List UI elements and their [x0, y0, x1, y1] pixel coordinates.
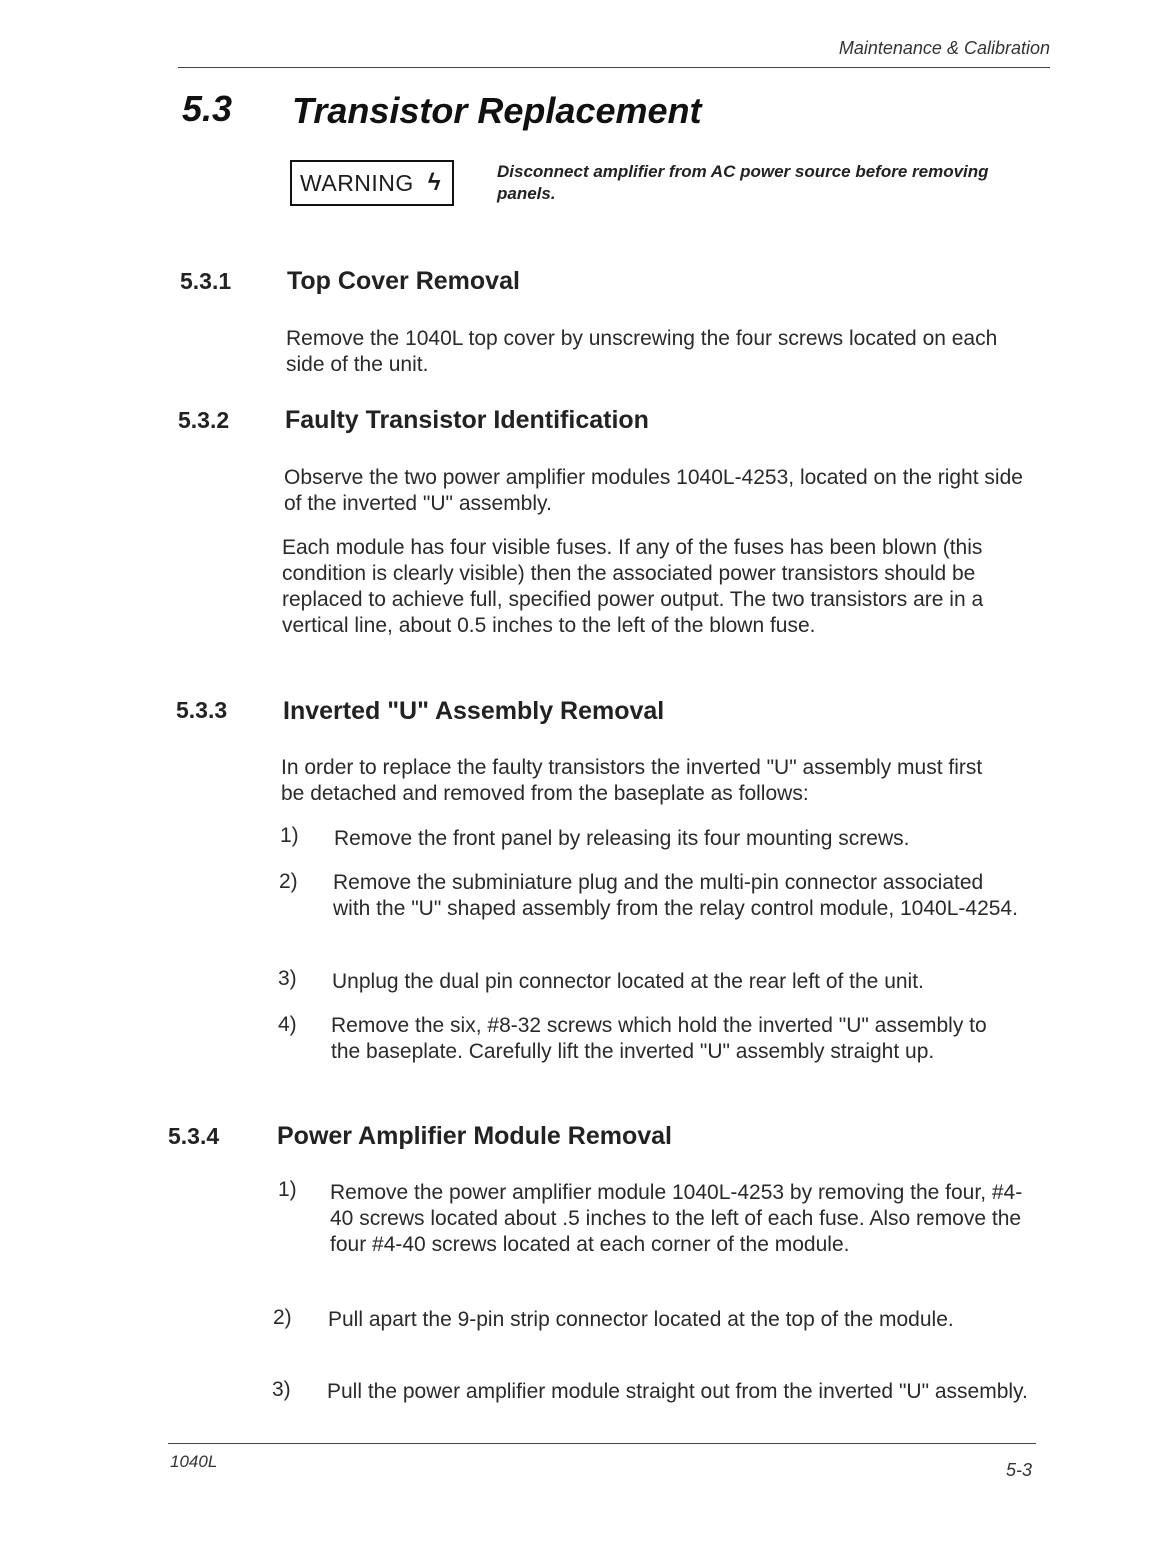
- step-text: Remove the subminiature plug and the multi-pin connector associated with the "U" shaped assembly from the relay control module, 1040L-4254.: [333, 871, 1018, 920]
- step-text: Remove the power amplifier module 1040L-4253 by removing the four, #4-40 screws located about .5 inches to the left of each fuse. Also remove the four #4-40 screws located at each corner of the module.: [330, 1181, 1023, 1256]
- subsection-number-5-3-2: 5.3.2: [178, 407, 230, 433]
- running-header: Maintenance & Calibration: [838, 38, 1050, 58]
- step-number: 3): [272, 1378, 291, 1401]
- step-number: 1): [280, 824, 299, 847]
- header-rule: [178, 67, 1050, 68]
- paragraph-fuses: Each module has four visible fuses. If any of the fuses has been blown (this condition is clearly visible) then the associated power transistors should be replaced to achieve full, specified power output. The two transistors are in a vertical line, about 0.5 inches to the left of the blown fuse.: [282, 536, 984, 637]
- subsection-title-u-assembly-removal: Inverted "U" Assembly Removal: [283, 697, 665, 725]
- step-number: 4): [278, 1013, 297, 1036]
- subsection-title-top-cover-removal: Top Cover Removal: [287, 267, 520, 295]
- step-number: 2): [273, 1306, 292, 1329]
- step-text: Unplug the dual pin connector located at the rear left of the unit.: [332, 970, 924, 993]
- paragraph-top-cover: Remove the 1040L top cover by unscrewing the four screws located on each side of the unit.: [286, 327, 998, 376]
- step-number: 3): [278, 967, 297, 990]
- subsection-title-power-amplifier-removal: Power Amplifier Module Removal: [277, 1122, 672, 1150]
- step-text: Remove the front panel by releasing its four mounting screws.: [334, 827, 910, 850]
- paragraph-u-assembly-intro: In order to replace the faulty transistors the inverted "U" assembly must first be detached and removed from the baseplate as follows:: [281, 756, 983, 805]
- subsection-number-5-3-3: 5.3.3: [176, 697, 228, 723]
- step-text: Pull the power amplifier module straight out from the inverted "U" assembly.: [327, 1380, 1028, 1403]
- warning-box: [290, 160, 454, 206]
- page-number: 5-3: [1005, 1460, 1032, 1480]
- section-title: Transistor Replacement: [292, 90, 702, 131]
- warning-label: WARNING: [300, 169, 414, 196]
- subsection-title-faulty-transistor: Faulty Transistor Identification: [285, 406, 649, 434]
- warning-text: Disconnect amplifier from AC power source before removing panels.: [497, 162, 989, 203]
- subsection-number-5-3-1: 5.3.1: [180, 268, 232, 294]
- step-text: Remove the six, #8-32 screws which hold the inverted "U" assembly to the baseplate. Carefully lift the inverted "U" assembly straight up.: [331, 1014, 987, 1063]
- footer-rule: [168, 1443, 1036, 1444]
- lightning-bolt-icon: ϟ: [427, 169, 442, 196]
- paragraph-observe-modules: Observe the two power amplifier modules 1040L-4253, located on the right side of the inverted "U" assembly.: [284, 466, 1023, 515]
- section-number: 5.3: [182, 88, 233, 129]
- subsection-number-5-3-4: 5.3.4: [168, 1123, 220, 1149]
- footer-model: 1040L: [170, 1452, 218, 1471]
- step-text: Pull apart the 9-pin strip connector located at the top of the module.: [328, 1308, 954, 1331]
- step-number: 1): [278, 1178, 297, 1201]
- step-number: 2): [279, 870, 298, 893]
